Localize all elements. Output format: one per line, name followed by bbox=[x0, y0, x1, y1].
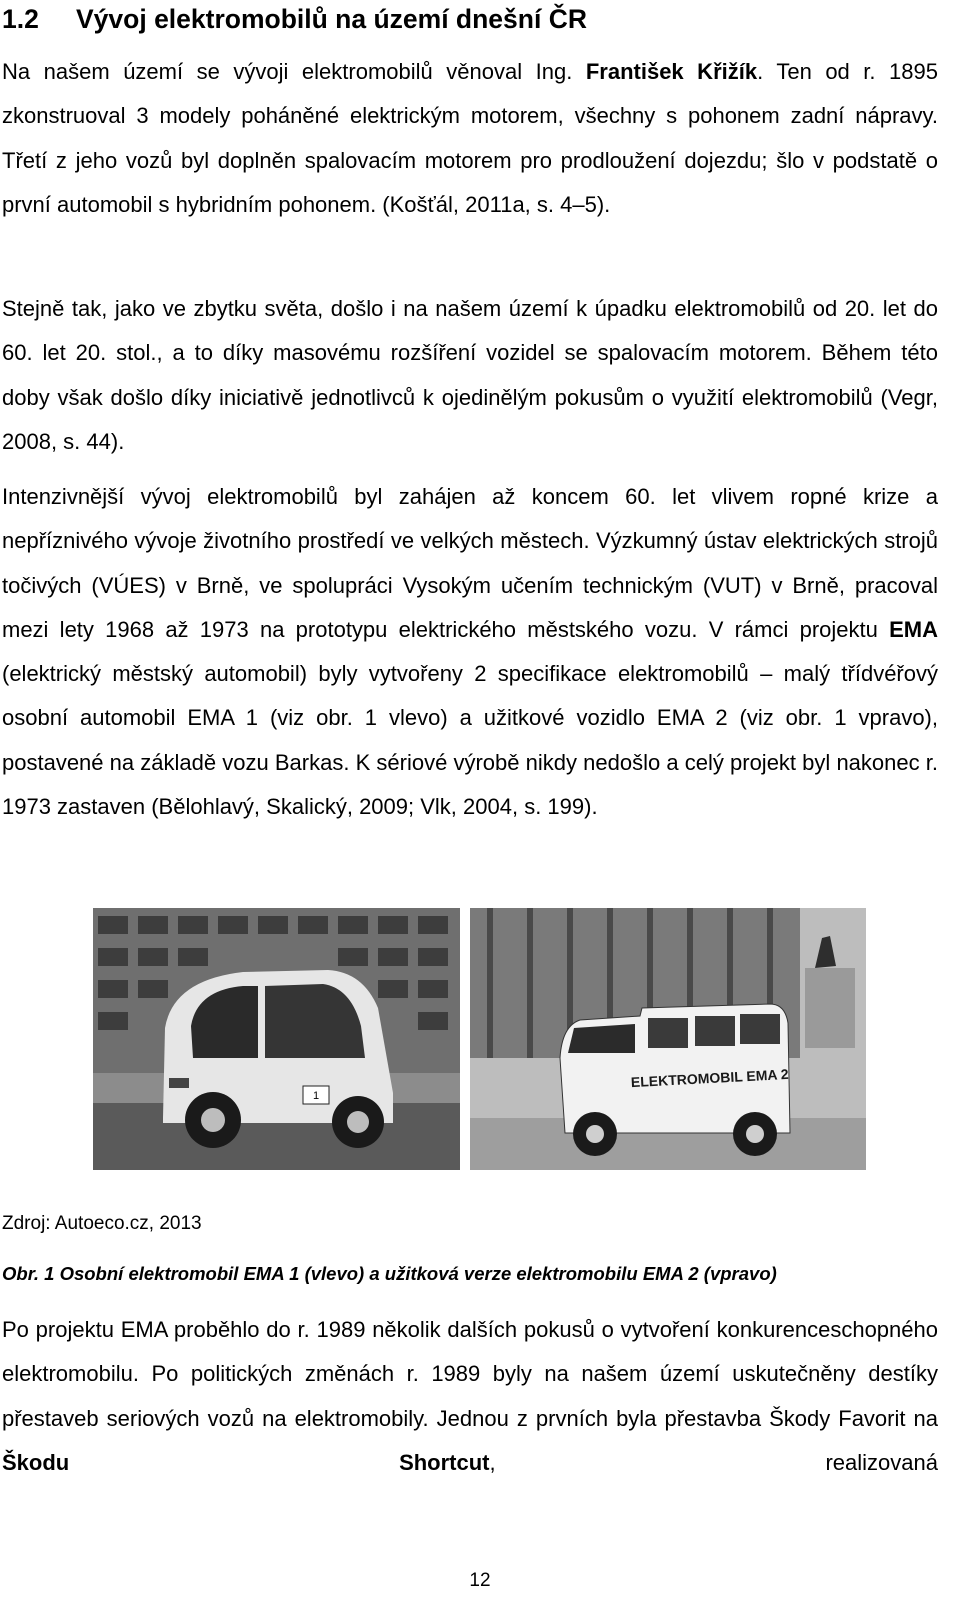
paragraph-text: Intenzivnější vývoj elektromobilů byl zahájen až koncem 60. let vlivem ropné krize a nepříznivého vývoje životního prostředí ve velkých městech. Výzkumný ústav elektrických strojů točivých (VÚES) v Brně, ve spolupráci Vysokým učením technickým (VUT) v Brně, pracoval mezi lety 1968 až 1973 na prototypu elektrického městského vozu. V rámci projektu bbox=[2, 484, 938, 642]
ema1-photo bbox=[93, 908, 460, 1170]
plate-text: 1 bbox=[312, 1090, 320, 1102]
figure-source: Zdroj: Autoeco.cz, 2013 bbox=[2, 1213, 202, 1234]
page-number: 12 bbox=[469, 1570, 491, 1591]
paragraph-text: Na našem území se vývoji elektromobilů věnoval Ing. bbox=[2, 59, 586, 84]
paragraph-text: , realizovaná bbox=[489, 1449, 938, 1475]
figure-caption: Obr. 1 Osobní elektromobil EMA 1 (vlevo) a užitková verze elektromobilu EMA 2 (vpravo) bbox=[2, 1263, 777, 1284]
paragraph-text: . Ten od r. 1895 zkonstruoval 3 modely poháněné elektrickým motorem, všechny s pohonem zadní nápravy. Třetí z jeho vozů byl doplněn spalovacím motorem pro prodloužení dojezdu; šlo v podstatě o první automobil s hybridním pohonem. (Košťál, 2011a, s. 4–5). bbox=[2, 59, 938, 217]
person-name: František Křižík bbox=[585, 59, 758, 84]
paragraph-shortcut bbox=[2, 1308, 938, 1485]
section-title: Vývoj elektromobilů na území dnešní ČR bbox=[76, 4, 587, 34]
paragraph-decline: Stejně tak, jako ve zbytku světa, došlo i na našem území k úpadku elektromobilů od 20. let do 60. let 20. stol., a to díky masovému rozšíření vozidel se spalovacím motorem. Během této doby však došlo díky iniciativě jednotlivců k ojedinělým pokusům o využití elektromobilů (Vegr, 2008, s. 44). bbox=[2, 296, 938, 454]
ema2-photo bbox=[470, 908, 866, 1170]
model-name: Škodu Shortcut bbox=[2, 1449, 490, 1475]
paragraph-ema bbox=[2, 475, 938, 829]
section-number: 1.2 bbox=[2, 4, 39, 34]
project-name: EMA bbox=[889, 616, 938, 642]
paragraph-text: (elektrický městský automobil) byly vytvořeny 2 specifikace elektromobilů – malý třídvéřový osobní automobil EMA 1 (viz obr. 1 vlevo) a užitkové vozidlo EMA 2 (viz obr. 1 vpravo), postavené na základě vozu Barkas. K sériové výrobě nikdy nedošlo a celý projekt byl nakonec r. 1973 zastaven (Bělohlavý, Skalický, 2009; Vlk, 2004, s. 199). bbox=[2, 661, 938, 820]
paragraph-krizik bbox=[2, 50, 938, 227]
paragraph-text: Po projektu EMA proběhlo do r. 1989 několik dalších pokusů o vytvoření konkurenceschopného elektromobilu. Po politických změnách r. 1989 byly na našem území uskutečněny destíky přestaveb seriových vozů na elektromobily. Jednou z prvních byla přestavba Škody Favorit na bbox=[2, 1317, 938, 1431]
van-lettering: ELEKTROMOBIL EMA 2 bbox=[630, 1065, 790, 1091]
section-heading bbox=[2, 2, 587, 36]
